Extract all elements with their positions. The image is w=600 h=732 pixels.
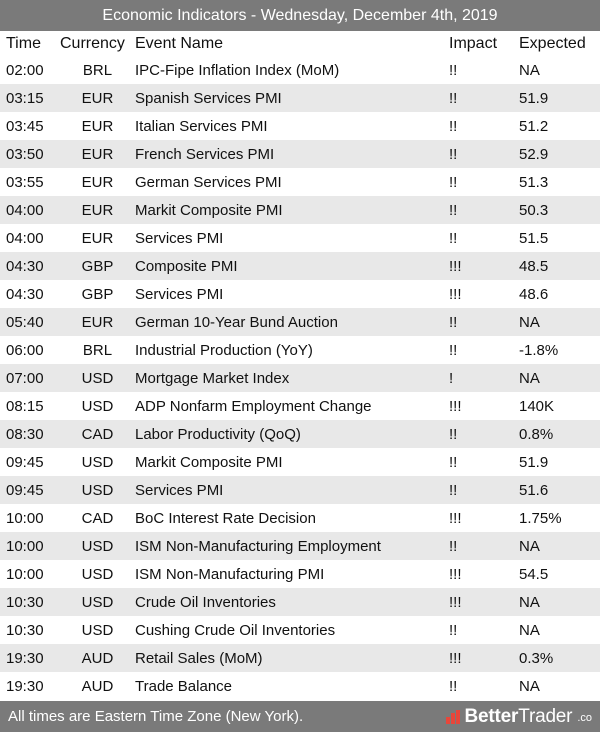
cell-expected: 140K [519,397,555,415]
cell-currency: USD [81,369,114,387]
cell-time: 10:00 [6,537,44,555]
header-event: Event Name [135,34,224,52]
table-row [0,224,600,252]
cell-impact: !! [449,145,458,163]
cell-event: Markit Composite PMI [135,201,283,219]
cell-time: 03:15 [6,89,44,107]
cell-currency: AUD [81,649,114,667]
cell-time: 19:30 [6,677,44,695]
cell-expected: NA [519,313,540,331]
cell-event: Mortgage Market Index [135,369,290,387]
cell-currency: BRL [82,341,113,359]
table-row [0,280,600,308]
cell-expected: 54.5 [519,565,549,583]
table-row [0,560,600,588]
cell-impact: !! [449,173,458,191]
cell-time: 05:40 [6,313,44,331]
cell-expected: 48.5 [519,257,549,275]
header-currency: Currency [60,34,125,52]
header-time: Time [6,34,41,52]
table-row [0,252,600,280]
cell-impact: !! [449,61,458,79]
cell-event: Spanish Services PMI [135,89,282,107]
cell-impact: !! [449,537,458,555]
header-impact: Impact [449,34,498,52]
cell-impact: !!! [449,565,462,583]
cell-expected: 51.2 [519,117,549,135]
cell-currency: USD [81,453,114,471]
cell-event: IPC-Fipe Inflation Index (MoM) [135,61,340,79]
table-row [0,56,600,84]
table-row [0,84,600,112]
cell-currency: CAD [81,425,114,443]
cell-event: ISM Non-Manufacturing Employment [135,537,381,555]
table-row [0,504,600,532]
cell-impact: !! [449,201,458,219]
cell-currency: USD [81,537,114,555]
cell-impact: !! [449,89,458,107]
cell-event: ADP Nonfarm Employment Change [135,397,372,415]
cell-currency: USD [81,593,114,611]
page-title: Economic Indicators - Wednesday, December 4th, 2019 [102,6,498,24]
cell-currency: USD [81,397,114,415]
cell-currency: CAD [81,509,114,527]
cell-expected: 52.9 [519,145,549,163]
cell-event: Services PMI [135,229,224,247]
cell-time: 04:30 [6,285,44,303]
table-row [0,392,600,420]
cell-event: Crude Oil Inventories [135,593,276,611]
cell-expected: 51.9 [519,453,549,471]
cell-currency: EUR [81,89,114,107]
cell-event: French Services PMI [135,145,275,163]
cell-time: 03:50 [6,145,44,163]
cell-expected: 51.6 [519,481,549,499]
cell-time: 06:00 [6,341,44,359]
cell-event: Services PMI [135,285,224,303]
cell-time: 19:30 [6,649,44,667]
cell-expected: 1.75% [519,509,562,527]
cell-impact: !! [449,677,458,695]
cell-time: 10:30 [6,593,44,611]
cell-expected: 48.6 [519,285,549,303]
cell-event: BoC Interest Rate Decision [135,509,316,527]
cell-expected: NA [519,537,540,555]
table-row [0,448,600,476]
cell-impact: !! [449,621,458,639]
page-title-bar [0,0,600,31]
cell-expected: 51.5 [519,229,549,247]
table-row [0,672,600,700]
table-row [0,644,600,672]
cell-time: 07:00 [6,369,44,387]
cell-impact: !!! [449,285,462,303]
cell-time: 04:00 [6,201,44,219]
brand-tld: .co [577,711,592,724]
cell-expected: -1.8% [519,341,559,359]
cell-currency: USD [81,621,114,639]
table-row [0,588,600,616]
cell-event: German 10-Year Bund Auction [135,313,338,331]
cell-currency: USD [81,481,114,499]
header-expected: Expected [519,34,586,52]
cell-event: Industrial Production (YoY) [135,341,313,359]
table-row [0,420,600,448]
cell-expected: NA [519,61,540,79]
table-row [0,168,600,196]
cell-currency: BRL [82,61,113,79]
cell-time: 03:55 [6,173,44,191]
table-header [0,31,600,56]
cell-time: 03:45 [6,117,44,135]
table-row [0,476,600,504]
cell-impact: !!! [449,397,462,415]
cell-expected: 0.8% [519,425,554,443]
cell-event: German Services PMI [135,173,282,191]
table-row [0,616,600,644]
cell-impact: !!! [449,257,462,275]
cell-expected: NA [519,593,540,611]
cell-expected: 51.3 [519,173,549,191]
cell-currency: AUD [81,677,114,695]
cell-currency: GBP [81,285,114,303]
cell-currency: EUR [81,201,114,219]
cell-impact: !! [449,341,458,359]
cell-impact: ! [449,369,454,387]
events-table [0,56,600,700]
cell-time: 08:15 [6,397,44,415]
cell-currency: EUR [81,173,114,191]
cell-time: 04:30 [6,257,44,275]
cell-impact: !! [449,425,458,443]
table-row [0,196,600,224]
cell-impact: !! [449,229,458,247]
table-row [0,364,600,392]
cell-expected: 50.3 [519,201,549,219]
cell-impact: !! [449,313,458,331]
table-row [0,336,600,364]
cell-event: Cushing Crude Oil Inventories [135,621,336,639]
cell-currency: EUR [81,229,114,247]
cell-impact: !!! [449,509,462,527]
cell-impact: !! [449,481,458,499]
cell-time: 09:45 [6,481,44,499]
brand-name: BetterTrader [464,705,573,727]
bar-chart-icon [445,709,461,725]
table-row [0,532,600,560]
cell-time: 02:00 [6,61,44,79]
cell-currency: EUR [81,313,114,331]
cell-impact: !! [449,117,458,135]
cell-event: Italian Services PMI [135,117,268,135]
cell-event: Services PMI [135,481,224,499]
cell-event: Retail Sales (MoM) [135,649,263,667]
cell-currency: USD [81,565,114,583]
cell-expected: NA [519,621,540,639]
cell-expected: 51.9 [519,89,549,107]
cell-time: 08:30 [6,425,44,443]
cell-event: Markit Composite PMI [135,453,283,471]
table-row [0,140,600,168]
cell-event: Trade Balance [135,677,233,695]
footer-bar [0,701,600,732]
cell-currency: GBP [81,257,114,275]
cell-time: 10:00 [6,509,44,527]
cell-impact: !! [449,453,458,471]
cell-time: 09:45 [6,453,44,471]
cell-currency: EUR [81,117,114,135]
cell-time: 10:30 [6,621,44,639]
cell-event: ISM Non-Manufacturing PMI [135,565,325,583]
cell-event: Composite PMI [135,257,238,275]
cell-impact: !!! [449,649,462,667]
cell-expected: NA [519,677,540,695]
cell-time: 04:00 [6,229,44,247]
table-row [0,308,600,336]
cell-time: 10:00 [6,565,44,583]
timezone-note: All times are Eastern Time Zone (New York). [8,708,304,725]
cell-currency: EUR [81,145,114,163]
cell-expected: NA [519,369,540,387]
cell-impact: !!! [449,593,462,611]
cell-expected: 0.3% [519,649,554,667]
table-row [0,112,600,140]
cell-event: Labor Productivity (QoQ) [135,425,301,443]
brand-logo [445,706,592,728]
